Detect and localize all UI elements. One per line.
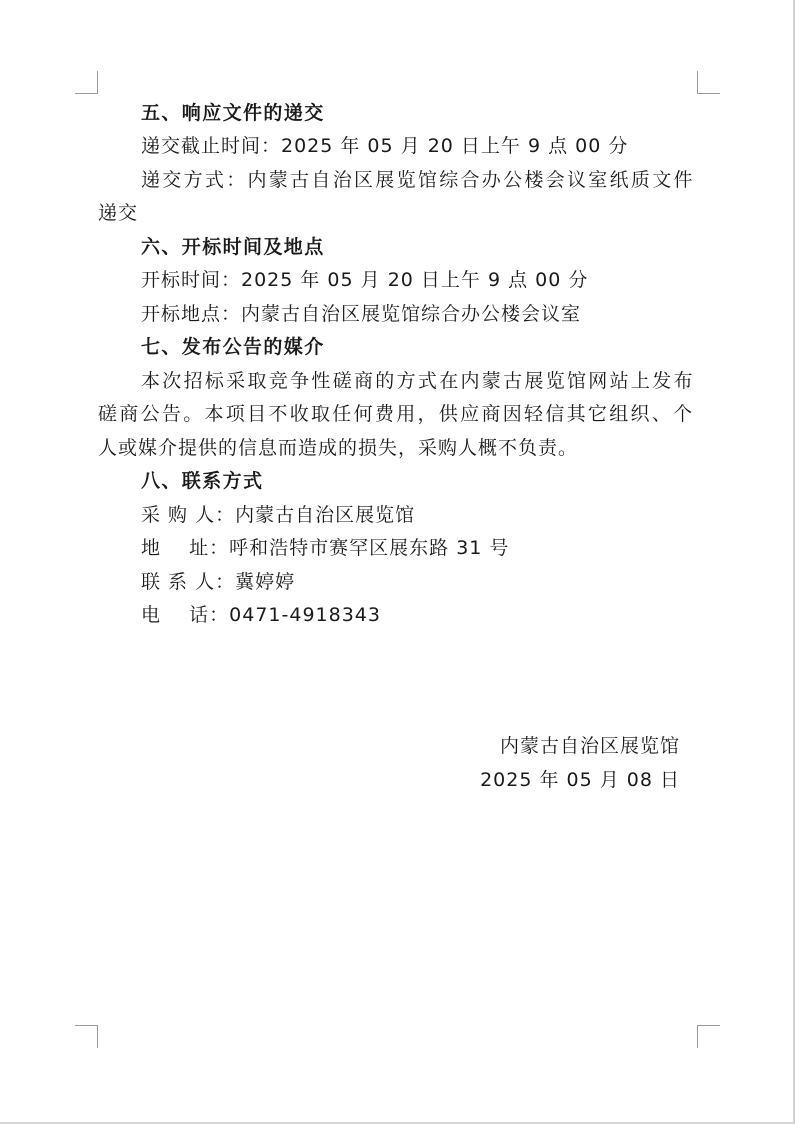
- margin-corner-mark: [75, 1025, 98, 1048]
- opening-time: 开标时间：2025 年 05 月 20 日上午 9 点 00 分: [141, 269, 589, 291]
- section-6-heading: 六、开标时间及地点: [141, 236, 325, 258]
- contact-person: 联 系 人：冀婷婷: [141, 571, 296, 593]
- contact-phone: 电 话：0471-4918343: [141, 604, 381, 626]
- media-paragraph-line-3: 人或媒介提供的信息而造成的损失，采购人概不负责。: [98, 437, 579, 459]
- signature-organization: 内蒙古自治区展览馆: [499, 735, 680, 757]
- signature-date: 2025 年 05 月 08 日: [480, 769, 680, 791]
- margin-corner-mark: [697, 71, 720, 94]
- submission-method-line-2: 递交: [98, 202, 139, 224]
- section-5-heading: 五、响应文件的递交: [141, 102, 325, 124]
- contact-address: 地 址：呼和浩特市赛罕区展东路 31 号: [141, 537, 510, 559]
- submission-deadline: 递交截止时间：2025 年 05 月 20 日上午 9 点 00 分: [141, 135, 629, 157]
- section-8-heading: 八、联系方式: [141, 470, 264, 492]
- submission-method-line-1: 递交方式：内蒙古自治区展览馆综合办公楼会议室纸质文件: [141, 169, 695, 191]
- media-paragraph-line-1: 本次招标采取竞争性磋商的方式在内蒙古展览馆网站上发布: [141, 370, 695, 392]
- margin-corner-mark: [697, 1025, 720, 1048]
- media-paragraph-line-2: 磋商公告。本项目不收取任何费用，供应商因轻信其它组织、个: [98, 403, 695, 425]
- opening-place: 开标地点：内蒙古自治区展览馆综合办公楼会议室: [141, 303, 582, 325]
- margin-corner-mark: [75, 71, 98, 94]
- section-7-heading: 七、发布公告的媒介: [141, 336, 325, 358]
- contact-purchaser: 采 购 人：内蒙古自治区展览馆: [141, 504, 416, 526]
